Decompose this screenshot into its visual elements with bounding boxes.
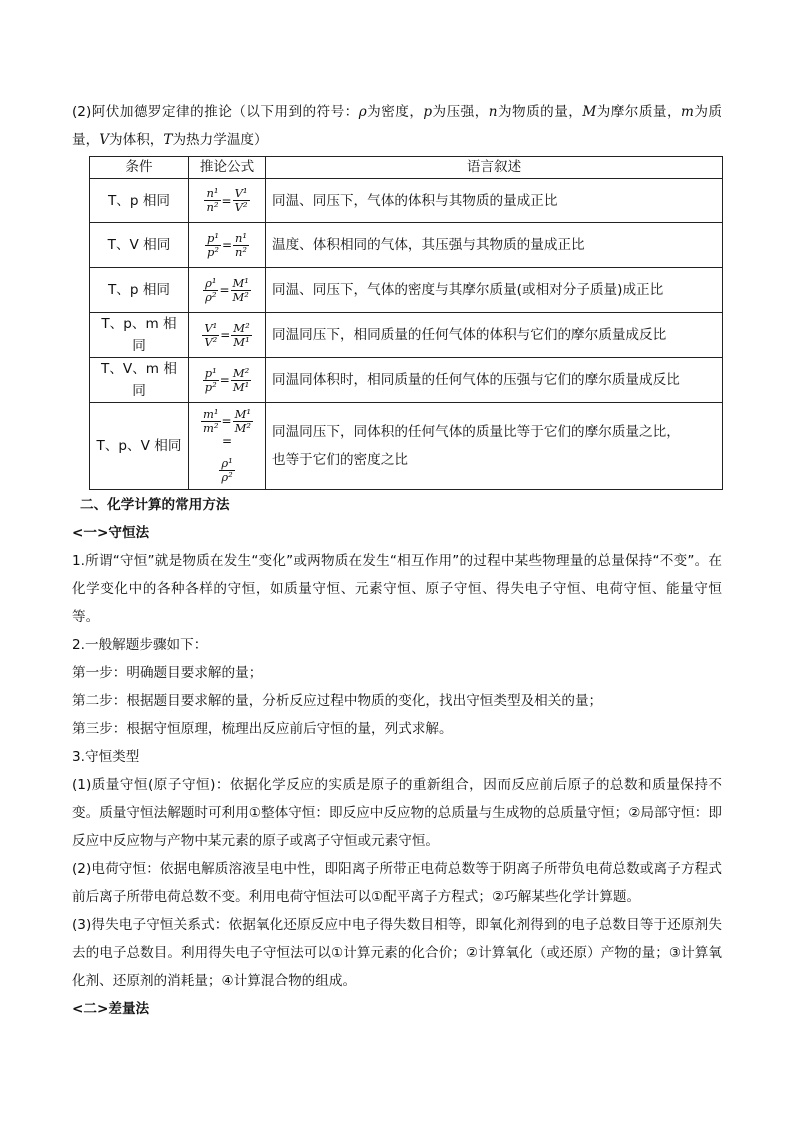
table-row [90,358,723,403]
step-2: 第二步：根据题目要求解的量，分析反应过程中物质的变化，找出守恒类型及相关的量； [72,693,603,709]
description-cell: 温度、体积相同的气体，其压强与其物质的量成正比 [266,223,723,268]
fraction: $\frac{\text{n¹}}{\text{n²}}$ [235,230,248,259]
types-title: 3.守恒类型 [72,749,140,765]
table-row [90,313,723,358]
formula-cell: $\frac{\text{m¹}}{\text{m²}}$ = $\frac{\text{M¹}}{\text{M²}}$ = $\frac{\text{ρ¹}}{\text{ρ²}}$ [189,403,266,490]
fraction: $\frac{\text{M²}}{\text{M¹}}$ [233,320,250,349]
description-cell: 同温同压下，同体积的任何气体的质量比等于它们的摩尔质量之比， 也等于它们的密度之比 [266,403,723,490]
formula-cell: $\frac{\text{n¹}}{\text{n²}}$ = $\frac{\text{V¹}}{\text{V²}}$ [189,179,266,223]
avogadro-corollary-table [89,156,723,490]
type-mass-conservation: (1)质量守恒(原子守恒)：依据化学反应的实质是原子的重新组合，因而反应前后原子的总数和质量保持不变。质量守恒法解题时可利用①整体守恒：即反应中反应物的总质量与生成物的总质量守恒；②局部守恒：即反应中反应物与产物中某元素的原子或离子守恒或元素守恒。 [72,777,722,849]
formula-cell: $\frac{\text{p¹}}{\text{p²}}$ = $\frac{\text{n¹}}{\text{n²}}$ [189,223,266,268]
avogadro-intro: (2)阿伏加德罗定律的推论（以下用到的符号：ρ为密度，p为压强，n为物质的量，M为摩尔质量，m为质量，V为体积，T为热力学温度） [72,104,723,148]
step-1: 第一步：明确题目要求解的量； [72,665,263,681]
steps-title: 2.一般解题步骤如下： [72,637,208,653]
subsection-heading-difference: <二>差量法 [72,1001,150,1017]
type-electron-conservation: (3)得失电子守恒关系式：依据氧化还原反应中电子得失数目相等，即氧化剂得到的电子总数目等于还原剂失去的电子总数目。利用得失电子守恒法可以①计算元素的化合价；②计算氧化（或还原）产物的量；③计算氧化剂、还原剂的消耗量；④计算混合物的组成。 [72,917,722,989]
section-heading-calc-methods: 二、化学计算的常用方法 [80,497,230,513]
fraction: $\frac{\text{V¹}}{\text{V²}}$ [204,320,218,349]
fraction: $\frac{\text{ρ¹}}{\text{ρ²}}$ [205,275,217,304]
document-page [72,98,722,1023]
type-charge-conservation: (2)电荷守恒：依据电解质溶液呈电中性，即阳离子所带正电荷总数等于阴离子所带负电荷总数或离子方程式前后离子所带电荷总数不变。利用电荷守恒法可以①配平离子方程式；②巧解某些化学计算题。 [72,861,722,905]
fraction: $\frac{\text{M¹}}{\text{M²}}$ [234,407,251,436]
table-row [90,403,723,490]
fraction: $\frac{\text{M²}}{\text{M¹}}$ [232,365,250,394]
condition-cell: T、V 相同 [90,223,189,268]
formula-cell: $\frac{\text{V¹}}{\text{V²}}$ = $\frac{\text{M²}}{\text{M¹}}$ [189,313,266,358]
fraction: $\frac{\text{ρ¹}}{\text{ρ²}}$ [221,455,233,484]
formula-cell: $\frac{\text{p¹}}{\text{p²}}$ = $\frac{\text{M²}}{\text{M¹}}$ [189,358,266,403]
fraction: $\frac{\text{V¹}}{\text{V²}}$ [234,186,248,214]
fraction: $\frac{\text{p¹}}{\text{p²}}$ [206,230,219,259]
condition-cell: T、p 相同 [90,268,189,313]
condition-cell: T、p 相同 [90,179,189,223]
fraction: $\frac{\text{m¹}}{\text{m²}}$ [203,407,219,436]
fraction: $\frac{\text{n¹}}{\text{n²}}$ [206,186,219,214]
formula-cell: $\frac{\text{ρ¹}}{\text{ρ²}}$ = $\frac{\text{M¹}}{\text{M²}}$ [189,268,266,313]
fraction: $\frac{\text{M¹}}{\text{M²}}$ [232,275,249,304]
condition-cell: T、p、m 相同 [90,313,189,358]
description-cell: 同温、同压下，气体的体积与其物质的量成正比 [266,179,723,223]
table-row [90,223,723,268]
subsection-heading-conservation: <一>守恒法 [72,525,150,541]
description-cell: 同温、同压下，气体的密度与其摩尔质量(或相对分子质量)成正比 [266,268,723,313]
table-row [90,179,723,223]
description-cell: 同温同体积时，相同质量的任何气体的压强与它们的摩尔质量成反比 [266,358,723,403]
step-3: 第三步：根据守恒原理，梳理出反应前后守恒的量，列式求解。 [72,721,453,737]
header-condition: 条件 [90,157,189,179]
condition-cell: T、p、V 相同 [90,403,189,490]
paragraph-conservation-definition: 1.所谓“守恒”就是物质在发生“变化”或两物质在发生“相互作用”的过程中某些物理量的总量保持“不变”。在化学变化中的各种各样的守恒，如质量守恒、元素守恒、原子守恒、得失电子守恒、电荷守恒、能量守恒等。 [72,553,722,625]
condition-cell: T、V、m 相同 [90,358,189,403]
table-row [90,268,723,313]
header-formula: 推论公式 [189,157,266,179]
fraction: $\frac{\text{p¹}}{\text{p²}}$ [204,365,217,394]
description-cell: 同温同压下，相同质量的任何气体的体积与它们的摩尔质量成反比 [266,313,723,358]
table-header-row [90,157,723,179]
header-description: 语言叙述 [266,157,723,179]
